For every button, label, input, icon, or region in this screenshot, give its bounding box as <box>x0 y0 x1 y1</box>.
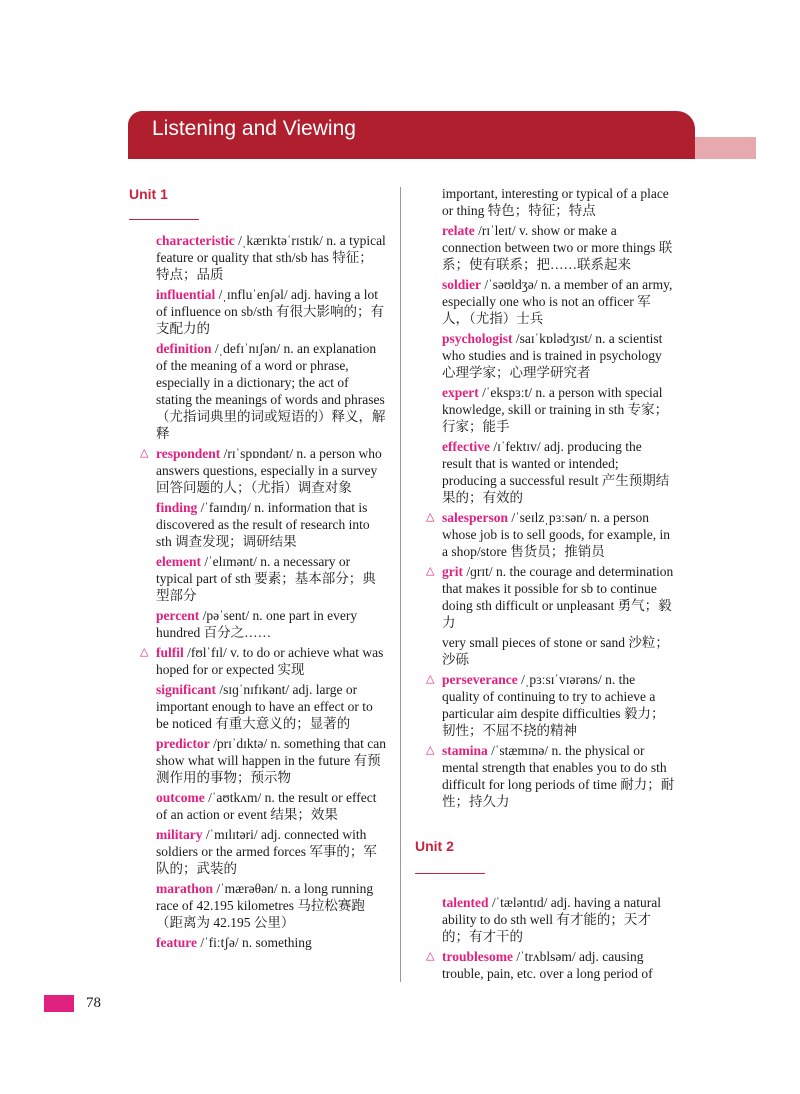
headword: respondent <box>156 446 221 461</box>
definition: /ɡrɪt/ n. the courage and determination that makes it possible for sb to continue doing sth difficult or unpleasant 勇气；毅力 <box>442 564 674 630</box>
banner-stripe <box>400 137 695 159</box>
unit2-heading: Unit 2 <box>415 838 454 854</box>
headword: psychologist <box>442 331 513 346</box>
headword: relate <box>442 223 475 238</box>
vocab-entry <box>442 894 675 945</box>
headword: significant <box>156 682 217 697</box>
vocab-entry <box>426 671 675 739</box>
vocab-entry <box>426 563 675 631</box>
definition: /saɪˈkɒlədʒɪst/ n. a scientist who studies and is trained in psychology 心理学家；心理学研究者 <box>442 331 663 380</box>
definition: /ˈfaɪndɪŋ/ n. information that is discovered as the result of research into sth 调查发现；调研结果 <box>156 500 370 549</box>
vocab-entry <box>442 438 675 506</box>
headword: percent <box>156 608 200 623</box>
vocab-entry <box>442 634 675 668</box>
vocab-entry <box>156 934 386 951</box>
triangle-marker-icon: △ <box>426 744 435 756</box>
definition: /ɪˈfektɪv/ adj. producing the result that is wanted or intended; producing a successful result 产生预期结果的；有效的 <box>442 439 670 505</box>
vocab-entry <box>426 509 675 560</box>
vocab-column-left <box>140 232 386 954</box>
vocab-entry <box>156 826 386 877</box>
triangle-marker-icon: △ <box>140 447 149 459</box>
vocab-entry <box>156 286 386 337</box>
definition: /ˈsəʊldʒə/ n. a member of an army, especially one who is not an officer 军人，（尤指）士兵 <box>442 277 673 326</box>
section-title: Listening and Viewing <box>152 117 356 140</box>
headword: talented <box>442 895 489 910</box>
triangle-marker-icon: △ <box>426 673 435 685</box>
triangle-marker-icon: △ <box>140 646 149 658</box>
headword: soldier <box>442 277 481 292</box>
headword: influential <box>156 287 216 302</box>
definition: /sɪɡˈnɪfɪkənt/ adj. large or important enough to have an effect or to be noticed 有重大意义的；显著的 <box>156 682 373 731</box>
headword: grit <box>442 564 463 579</box>
headword: marathon <box>156 881 213 896</box>
definition: /ˈfiːtʃə/ n. something <box>196 935 312 950</box>
headword: predictor <box>156 736 210 751</box>
unit1-heading: Unit 1 <box>129 186 168 202</box>
definition: important, interesting or typical of a place or thing 特色；特征；特点 <box>442 186 669 218</box>
headword: feature <box>156 935 197 950</box>
vocab-entry <box>442 276 675 327</box>
vocab-entry <box>156 735 386 786</box>
headword: perseverance <box>442 672 518 687</box>
headword: expert <box>442 385 479 400</box>
definition: /ˈseɪlzˌpɜːsən/ n. a person whose job is to sell goods, for example, in a shop/store 售货员；推销员 <box>442 510 670 559</box>
headword: stamina <box>442 743 488 758</box>
triangle-marker-icon: △ <box>426 950 435 962</box>
unit2-rule <box>415 873 485 874</box>
headword: outcome <box>156 790 205 805</box>
vocab-entry <box>156 789 386 823</box>
vocab-entry <box>140 644 386 678</box>
vocab-entry <box>156 607 386 641</box>
banner-accent-block <box>695 137 756 159</box>
definition: /ˈelɪmənt/ n. a necessary or typical part of sth 要素；基本部分；典型部分 <box>156 554 376 603</box>
vocab-entry <box>426 948 675 982</box>
vocab-entry <box>156 232 386 283</box>
definition: /ˌpɜːsɪˈvɪərəns/ n. the quality of continuing to try to achieve a particular aim despite difficulties 毅力；韧性；不屈不挠的精神 <box>442 672 665 738</box>
definition: /ˌdefɪˈnɪʃən/ n. an explanation of the meaning of a word or phrase, especially in a dictionary; the act of stating the meanings of words and phrases（尤指词典里的词或短语的）释义，解释 <box>156 341 386 441</box>
vocab-entry <box>140 445 386 496</box>
headword: element <box>156 554 201 569</box>
headword: salesperson <box>442 510 509 525</box>
definition: /ˈstæmɪnə/ n. the physical or mental strength that enables you to do sth difficult for long periods of time 耐力；耐性；持久力 <box>442 743 675 809</box>
definition: /prɪˈdɪktə/ n. something that can show what will happen in the future 有预测作用的事物；预示物 <box>156 736 386 785</box>
vocab-entry <box>442 185 675 219</box>
definition: /rɪˈleɪt/ v. show or make a connection between two or more things 联系；使有联系；把……联系起来 <box>442 223 673 272</box>
headword: effective <box>442 439 490 454</box>
page-number: 78 <box>86 995 101 1011</box>
vocab-entry <box>156 340 386 442</box>
definition: /fʊlˈfɪl/ v. to do or achieve what was hoped for or expected 实现 <box>156 645 384 677</box>
definition: /ˈtæləntɪd/ adj. having a natural ability to do sth well 有才能的；天才的；有才干的 <box>442 895 661 944</box>
vocab-entry <box>442 330 675 381</box>
headword: definition <box>156 341 212 356</box>
definition: /ˈmɪlɪtəri/ adj. connected with soldiers or the armed forces 军事的；军队的；武装的 <box>156 827 377 876</box>
definition: /ˈekspɜːt/ n. a person with special knowledge, skill or training in sth 专家；行家；能手 <box>442 385 669 434</box>
definition: /ˌkærɪktəˈrɪstɪk/ n. a typical feature or quality that sth/sb has 特征；特点；品质 <box>156 233 386 282</box>
definition: very small pieces of stone or sand 沙粒；沙砾 <box>442 635 669 667</box>
column-divider <box>400 187 401 982</box>
headword: finding <box>156 500 198 515</box>
definition: /pəˈsent/ n. one part in every hundred 百分之…… <box>156 608 358 640</box>
headword: fulfil <box>156 645 184 660</box>
vocab-entry <box>442 222 675 273</box>
vocab-entry <box>156 681 386 732</box>
definition: /ˈmærəθən/ n. a long running race of 42.195 kilometres 马拉松赛跑（距离为 42.195 公里） <box>156 881 374 930</box>
unit1-rule <box>129 219 199 220</box>
vocab-entry <box>426 742 675 810</box>
vocab-entry <box>156 499 386 550</box>
vocab-entry <box>442 384 675 435</box>
definition: /ˈaʊtkʌm/ n. the result or effect of an action or event 结果；效果 <box>156 790 377 822</box>
triangle-marker-icon: △ <box>426 511 435 523</box>
vocab-entry <box>156 880 386 931</box>
vocab-entry <box>156 553 386 604</box>
definition: /ˌɪnfluˈenʃəl/ adj. having a lot of influence on sb/sth 有很大影响的；有支配力的 <box>156 287 384 336</box>
headword: characteristic <box>156 233 235 248</box>
definition: /ˈtrʌblsəm/ adj. causing trouble, pain, etc. over a long period of <box>442 949 653 981</box>
definition: /rɪˈspɒndənt/ n. a person who answers questions, especially in a survey 回答问题的人；（尤指）调查对象 <box>156 446 382 495</box>
page-number-marker <box>44 995 74 1012</box>
headword: troublesome <box>442 949 513 964</box>
triangle-marker-icon: △ <box>426 565 435 577</box>
vocab-column-right <box>415 185 675 985</box>
headword: military <box>156 827 203 842</box>
